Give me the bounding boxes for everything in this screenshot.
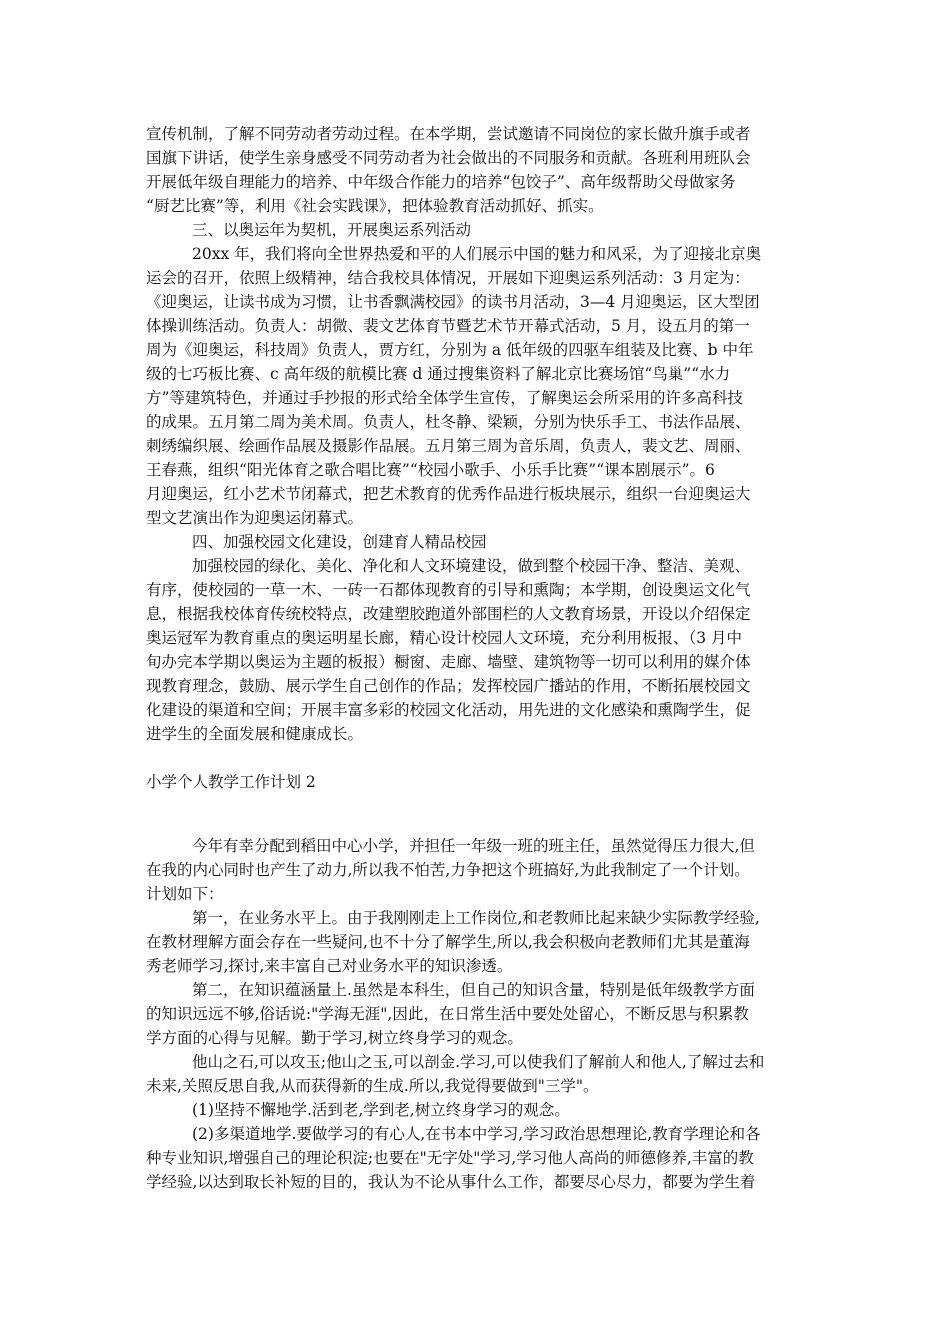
paragraph-line: 在教材理解方面会存在一些疑问,也不十分了解学生,所以,我会积极向老教师们尤其是董海 (146, 933, 750, 951)
paragraph-line: 化建设的渠道和空间；开展丰富多彩的校园文化活动，用先进的文化感染和熏陶学生，促 (146, 701, 751, 719)
paragraph-line: 旬办完本学期以奥运为主题的板报）橱窗、走廊、墙壁、建筑物等一切可以利用的媒介体 (146, 653, 751, 671)
paragraph-second (146, 978, 808, 1050)
paragraph-line: 学经验,以达到取长补短的目的，我认为不论从事什么工作，都要尽心尽力，都要为学生着 (146, 1173, 756, 1191)
paragraph-line: 进学生的全面发展和健康成长。 (146, 725, 364, 743)
list-item (146, 1122, 808, 1194)
paragraph-line: 息，根据我校体育传统校特点，改建塑胶跑道外部围栏的人文教育场景，开设以介绍保定 (146, 605, 751, 623)
list-item: (1)坚持不懈地学.活到老,学到老,树立终身学习的观念。 (192, 1101, 570, 1119)
paragraph-line: 20xx 年，我们将向全世界热爱和平的人们展示中国的魅力和风采，为了迎接北京奥 (192, 245, 762, 263)
paragraph-line: 学方面的心得与见解。勤于学习,树立终身学习的观念。 (146, 1029, 523, 1047)
section-olympics-activities (146, 242, 808, 530)
paragraph-line: 型文艺演出作为迎奥运闭幕式。 (146, 509, 364, 527)
paragraph-line: 的成果。五月第二周为美术周。负责人，杜冬静、梁颖，分别为快乐手工、书法作品展、 (146, 413, 751, 431)
paragraph-line: “厨艺比赛”等，利用《社会实践课》，把体验教育活动抓好、抓实。 (146, 197, 604, 215)
section-heading-campus-culture: 四、加强校园文化建设，创建育人精品校园 (192, 533, 487, 551)
paragraph-line: 有序，使校园的一草一木、一砖一石都体现教育的引导和熏陶；本学期，创设奥运文化气 (146, 581, 751, 599)
paragraph-line: 秀老师学习,探讨,来丰富自己对业务水平的知识渗透。 (146, 957, 513, 975)
paragraph-line: 加强校园的绿化、美化、净化和人文环境建设，做到整个校园干净、整洁、美观、 (192, 557, 751, 575)
document-title: 小学个人教学工作计划 2 (146, 773, 316, 791)
paragraph-line: 现教育理念，鼓励、展示学生自己创作的作品；发挥校园广播站的作用，不断拓展校园文 (146, 677, 751, 695)
paragraph-line: 的知识远远不够,俗话说:"学海无涯",因此，在日常生活中要处处留心，不断反思与积累教 (146, 1005, 749, 1023)
paragraph-line: 第二，在知识蕴涵量上.虽然是本科生，但自己的知识含量，特别是低年级教学方面 (192, 981, 755, 999)
paragraph-line: 刺绣编织展、绘画作品展及摄影作品展。五月第三周为音乐周，负责人，裴文艺、周丽、 (146, 437, 751, 455)
paragraph-line: 第一，在业务水平上。由于我刚刚走上工作岗位,和老教师比起来缺少实际教学经验, (192, 909, 760, 927)
paragraph-line: 种专业知识,增强自己的理论积淀;也要在"无字处"学习,学习他人高尚的师德修养,丰富的教 (146, 1149, 754, 1167)
paragraph-intro (146, 834, 808, 906)
document-page (146, 122, 808, 1194)
paragraph-line: 周为《迎奥运，科技周》负责人，贾方红，分别为 a 低年级的四驱车组装及比赛、b 中年 (146, 341, 754, 359)
paragraph-line: 他山之石,可以攻玉;他山之玉,可以剖金.学习,可以使我们了解前人和他人,了解过去和 (192, 1053, 765, 1071)
section-labor-education (146, 122, 808, 218)
paragraph-line: 国旗下讲话，使学生亲身感受不同劳动者为社会做出的不同服务和贡献。各班利用班队会 (146, 149, 751, 167)
paragraph-line: 奥运冠军为教育重点的奥运明星长廊，精心设计校园人文环境，充分利用板报、（3 月中 (146, 629, 743, 647)
paragraph-line: (2)多渠道地学.要做学习的有心人,在书本中学习,学习政治思想理论,教育学理论和各 (192, 1125, 761, 1143)
paragraph-stone (146, 1050, 808, 1098)
section-heading-olympics: 三、以奥运年为契机，开展奥运系列活动 (192, 221, 472, 239)
section-campus-culture (146, 554, 808, 746)
paragraph-line: 在我的内心同时也产生了动力,所以我不怕苦,力争把这个班搞好,为此我制定了一个计划。 (146, 861, 750, 879)
paragraph-line: 《迎奥运，让读书成为习惯，让书香飘满校园》的读书月活动，3—4 月迎奥运，区大型团 (146, 293, 760, 311)
paragraph-line: 未来,关照反思自我,从而获得新的生成.所以,我觉得要做到"三学"。 (146, 1077, 599, 1095)
paragraph-first (146, 906, 808, 978)
paragraph-line: 王春燕，组织“阳光体育之歌合唱比赛”“校园小歌手、小乐手比赛”“课本剧展示”。6 (146, 461, 715, 479)
paragraph-line: 月迎奥运，红小艺术节闭幕式，把艺术教育的优秀作品进行板块展示，组织一台迎奥运大 (146, 485, 751, 503)
paragraph-line: 方”等建筑特色，并通过手抄报的形式给全体学生宣传，了解奥运会所采用的许多高科技 (146, 389, 743, 407)
paragraph-line: 运会的召开，依照上级精神，结合我校具体情况，开展如下迎奥运系列活动：3 月定为： (146, 269, 750, 287)
paragraph-line: 级的七巧板比赛、c 高年级的航模比赛 d 通过搜集资料了解北京比赛场馆“鸟巢”“水力 (146, 365, 731, 383)
paragraph-line: 开展低年级自理能力的培养、中年级合作能力的培养“包饺子”、高年级帮助父母做家务 (146, 173, 736, 191)
paragraph-line: 计划如下： (146, 885, 224, 903)
paragraph-line: 今年有幸分配到稻田中心小学，并担任一年级一班的班主任，虽然觉得压力很大,但 (192, 837, 755, 855)
paragraph-line: 宣传机制，了解不同劳动者劳动过程。在本学期，尝试邀请不同岗位的家长做升旗手或者 (146, 125, 751, 143)
paragraph-line: 体操训练活动。负责人：胡微、裴文艺体育节暨艺术节开幕式活动，5 月，设五月的第一 (146, 317, 750, 335)
